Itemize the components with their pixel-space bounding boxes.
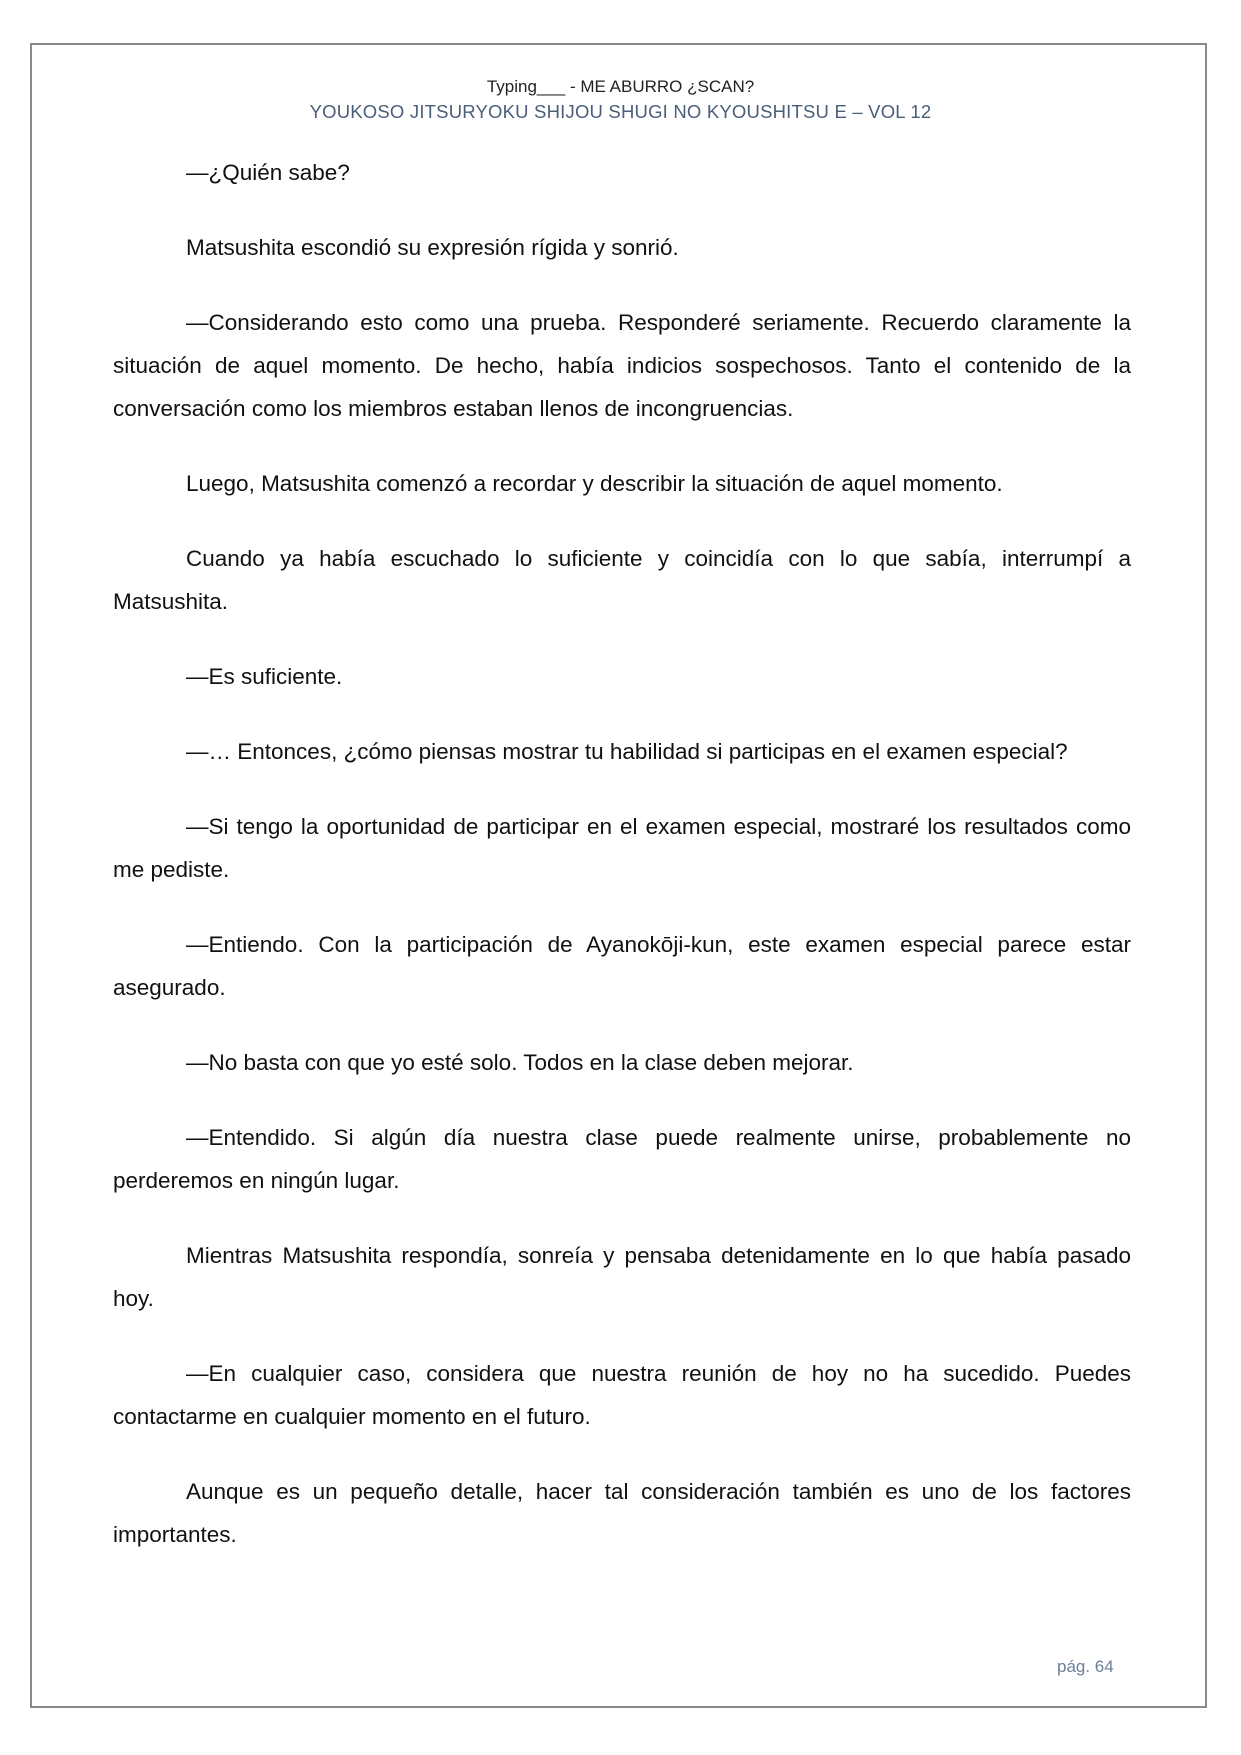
paragraph: —Entendido. Si algún día nuestra clase puede realmente unirse, probablemente no perderemos en ningún lugar. (113, 1125, 1131, 1193)
paragraph: —Si tengo la oportunidad de participar en el examen especial, mostraré los resultados como me pediste. (113, 814, 1131, 882)
header-title: YOUKOSO JITSURYOKU SHIJOU SHUGI NO KYOUSHITSU E – VOL 12 (309, 101, 932, 122)
page-header (0, 75, 1241, 125)
paragraph: —En cualquier caso, considera que nuestra reunión de hoy no ha sucedido. Puedes contactarme en cualquier momento en el futuro. (113, 1361, 1131, 1429)
body-text (113, 151, 1131, 1588)
paragraph: —No basta con que yo esté solo. Todos en la clase deben mejorar. (186, 1050, 854, 1075)
paragraph: Mientras Matsushita respondía, sonreía y pensaba detenidamente en lo que había pasado hoy. (113, 1243, 1131, 1311)
paragraph: Cuando ya había escuchado lo suficiente y coincidía con lo que sabía, interrumpí a Matsushita. (113, 546, 1131, 614)
paragraph: —¿Quién sabe? (186, 160, 350, 185)
paragraph: Luego, Matsushita comenzó a recordar y describir la situación de aquel momento. (186, 471, 1003, 496)
header-credit: Typing___ - ME ABURRO ¿SCAN? (486, 77, 755, 96)
paragraph: —Entiendo. Con la participación de Ayanokōji-kun, este examen especial parece estar asegurado. (113, 932, 1131, 1000)
paragraph: —Considerando esto como una prueba. Responderé seriamente. Recuerdo claramente la situación de aquel momento. De hecho, había indicios sospechosos. Tanto el contenido de la conversación como los miembros estaban llenos de incongruencias. (113, 310, 1131, 421)
paragraph: Matsushita escondió su expresión rígida y sonrió. (186, 235, 679, 260)
paragraph: Aunque es un pequeño detalle, hacer tal consideración también es uno de los factores importantes. (113, 1479, 1131, 1547)
paragraph: —… Entonces, ¿cómo piensas mostrar tu habilidad si participas en el examen especial? (186, 739, 1068, 764)
paragraph: —Es suficiente. (186, 664, 343, 689)
page-number: pág. 64 (1057, 1657, 1114, 1676)
